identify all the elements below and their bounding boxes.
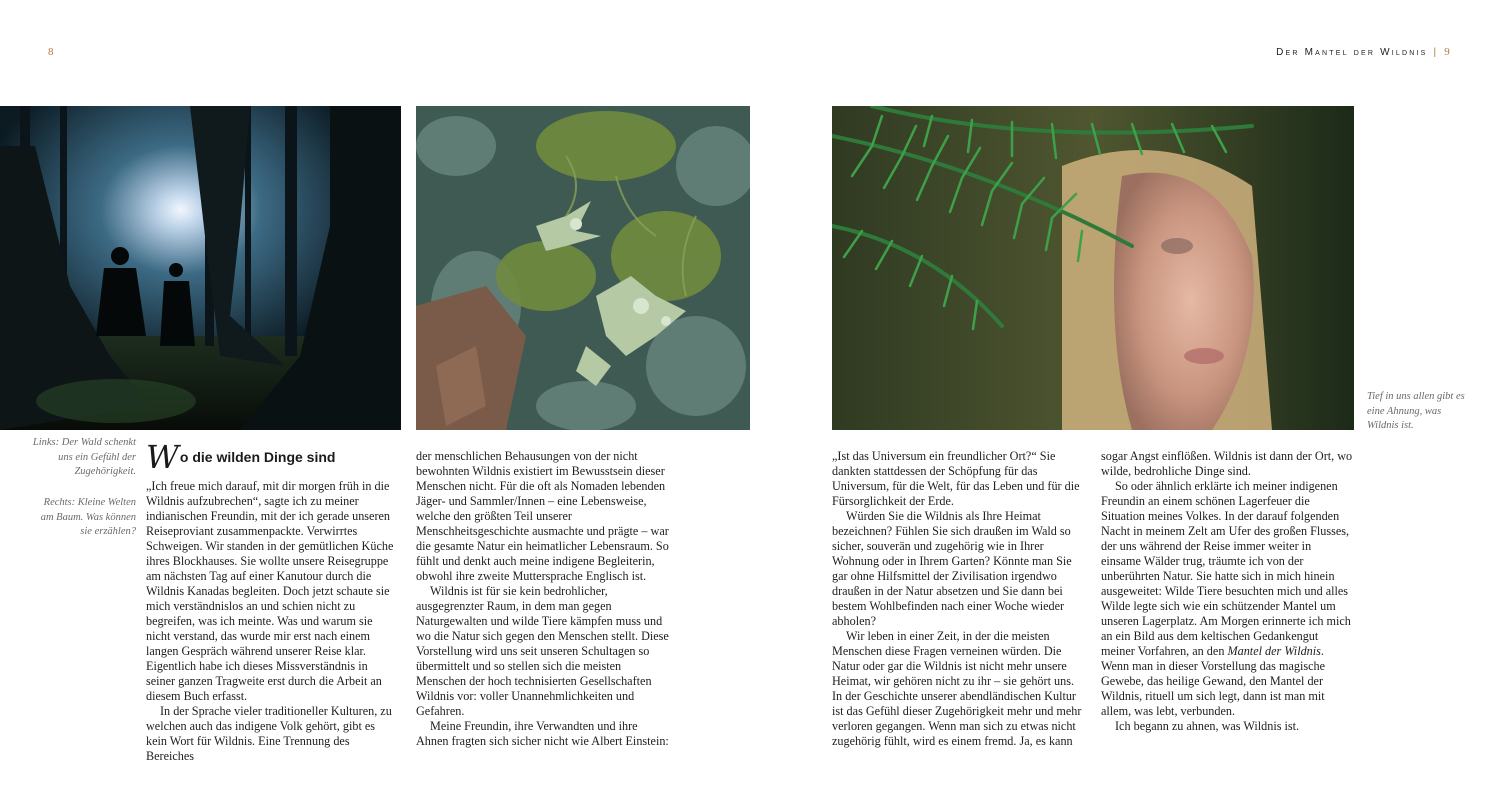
heading-dropcap: W [146, 438, 179, 476]
text-column-2 [416, 449, 669, 749]
caption-left-1: Links: Der Wald schenkt uns ein Gefühl der Zugehörigkeit. [32, 437, 136, 477]
section-heading [146, 438, 335, 476]
caption-right: Tief in uns allen gibt es eine Ahnung, was Wildnis ist. [1367, 391, 1465, 431]
running-head-title: Der Mantel der Wildnis [1276, 47, 1428, 58]
face-fir-photo [832, 106, 1354, 430]
caption-left-2: Rechts: Kleine Welten am Baum. Was können sie erzählen? [40, 497, 136, 537]
paragraph: Meine Freundin, ihre Verwandten und ihre Ahnen fragten sich sicher nicht wie Albert Einstein: [416, 719, 669, 748]
running-head-separator: | [1433, 47, 1439, 58]
text-column-4 [1101, 449, 1354, 734]
paragraph: Ich begann zu ahnen, was Wildnis ist. [1115, 719, 1300, 733]
text-column-1 [146, 479, 399, 764]
paragraph: In der Sprache vieler traditioneller Kulturen, zu welchen auch das indigene Volk gehört, gibt es kein Wort für Wildnis. Eine Trennung des Bereiches [146, 704, 392, 763]
running-head [1276, 46, 1452, 58]
paragraph: „Ist das Universum ein freundlicher Ort?“ Sie dankten stattdessen der Schöpfung für das Universum, für die Welt, für das Leben und für die Fürsorglichkeit der Erde. [832, 449, 1080, 508]
left-page-number: 8 [48, 46, 54, 58]
text-column-3 [832, 449, 1084, 749]
lichen-photo [416, 106, 750, 430]
heading-text: o die wilden Dinge sind [179, 449, 336, 465]
paragraph: Würden Sie die Wildnis als Ihre Heimat bezeichnen? Fühlen Sie sich draußen im Wald so sicher, souverän und zugehörig wie in Ihrer Wohnung oder in Ihrem Garten? Könnte man Sie gar ohne Hilfsmittel der Zivilisation irgendwo draußen in der Natur absetzen und Sie dann bei bestem Wohlbefinden nach einer Woche wieder abholen? [832, 509, 1072, 628]
paragraph: So oder ähnlich erklärte ich meiner indigenen Freundin an einem schönen Lagerfeuer die Situation meines Volkes. In der darauf folgenden Nacht in meinem Zelt am Ufer des großen Flusses, der uns während der Reise immer weiter in einsame Wälder trug, träumte ich von der unberührten Natur. Sie hatte sich in mich hinein ausgeweitet: Wilde Tiere besuchten mich und alles Wilde legte sich wie ein schützender Mantel um unseren Lagerplatz. Am Morgen erinnerte ich mich an ein Bild aus dem keltischen Gedankengut meiner Vorfahren, an den Mantel der Wildnis. Wenn man in dieser Vorstellung das magische Gewebe, das heilige Gewand, den Mantel der Wildnis, rituell um sich legt, dann ist man mit allem, was lebt, verbunden. [1101, 479, 1351, 718]
paragraph: sogar Angst einflößen. Wildnis ist dann der Ort, wo wilde, bedrohliche Dinge sind. [1101, 449, 1353, 478]
forest-photo [0, 106, 401, 430]
paragraph: „Ich freue mich darauf, mit dir morgen früh in die Wildnis aufzubrechen“, sagte ich zu meiner indianischen Freundin, mit der ich gerade unseren Reiseproviant zusammenpackte. Verwirrtes Schweigen. Wir standen in der gemütlichen Küche ihres Blockhauses. Sie wollte unsere Reisegruppe am nächsten Tag auf einer Kanutour durch die Wildnis Kanadas begleiten. Doch jetzt schaute sie mich verständnislos an und schien nicht zu begreifen, was ich meinte. Was und warum sie nicht verstand, das wurde mir erst nach einem langen Gespräch während unserer Reise klar. Eigentlich habe ich dieses Missverständnis in seiner ganzen Tragweite erst durch die Arbeit an diesem Buch erfasst. [146, 479, 394, 703]
paragraph: der menschlichen Behausungen von der nicht bewohnten Wildnis existiert im Bewusstsein dieser Menschen nicht. Für die oft als Nomaden lebenden Jäger- und Sammler/Innen – eine Lebensweise, welche den größten Teil unserer Menschheitsgeschichte ausmachte und prägte – war die gesamte Natur ein heimatlicher Lebensraum. So fühlt und denkt auch meine indigene Begleiterin, obwohl ihre zweite Muttersprache Englisch ist. [416, 449, 669, 583]
emphasis: Mantel der Wildnis [1227, 644, 1321, 658]
paragraph: Wir leben in einer Zeit, in der die meisten Menschen diese Fragen verneinen würden. Die Natur oder gar die Wildnis ist nicht mehr unsere Heimat, wir gehören nicht zu ihr – sie gehört uns. In der Geschichte unserer abendländischen Kultur ist das Gefühl dieser Zugehörigkeit mehr und mehr verloren gegangen. Wenn man sich zu etwas nicht zugehörig fühlt, wird es einem fremd. Ja, es kann [832, 629, 1082, 748]
right-page-number: 9 [1444, 46, 1452, 58]
paragraph: Wildnis ist für sie kein bedrohlicher, ausgegrenzter Raum, in dem man gegen Naturgewalten und wilde Tiere kämpfen muss und wo die Natur sich gegen den Menschen stellt. Diese Vorstellung wird uns seit unseren Schultagen so übermittelt und so stellen sich die meisten Menschen der hoch technisierten Gesellschaften Wildnis vor: voller Unannehmlichkeiten und Gefahren. [416, 584, 669, 718]
